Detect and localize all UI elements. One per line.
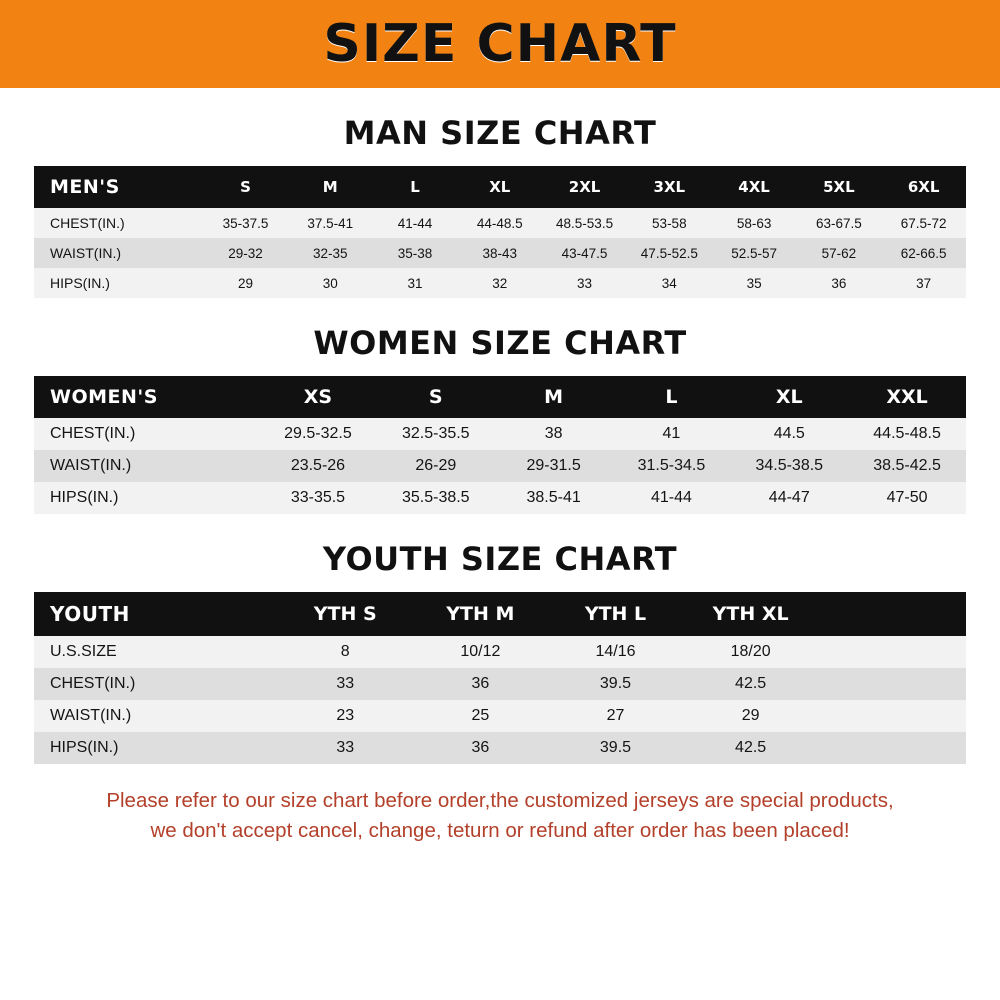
youth-row2-cell-0: 23 (278, 700, 413, 732)
youth-header-row (34, 592, 966, 636)
youth-row1-cell-0: 33 (278, 668, 413, 700)
women-header-cell-6: XXL (886, 386, 928, 408)
women-table-body (34, 418, 966, 514)
men-row1-label: WAIST(IN.) (34, 238, 203, 268)
women-header-cell-3: M (544, 386, 564, 408)
youth-row1-cell-2: 39.5 (548, 668, 683, 700)
table-row (34, 238, 966, 268)
page-banner (0, 0, 1000, 88)
men-row0-cell-5: 53-58 (627, 208, 712, 238)
men-row2-cell-6: 35 (712, 268, 797, 298)
men-row2-cell-0: 29 (203, 268, 288, 298)
youth-header-cell-4: YTH XL (712, 603, 789, 625)
women-row0-cell-1: 32.5-35.5 (377, 418, 495, 450)
footer-note-line-1: Please refer to our size chart before order,the customized jerseys are special products, (106, 789, 894, 812)
men-row0-cell-4: 48.5-53.5 (542, 208, 627, 238)
youth-row1-spacer (818, 668, 966, 700)
men-row2-cell-8: 37 (881, 268, 966, 298)
women-row0-cell-5: 44.5-48.5 (848, 418, 966, 450)
men-row1-cell-6: 52.5-57 (712, 238, 797, 268)
youth-table-wrap (0, 592, 1000, 764)
women-row1-label: WAIST(IN.) (34, 450, 259, 482)
men-section-title: MAN SIZE CHART (343, 114, 657, 152)
men-row1-cell-3: 38-43 (457, 238, 542, 268)
men-row1-cell-2: 35-38 (373, 238, 458, 268)
women-header-cell-5: XL (775, 386, 803, 408)
women-row0-cell-3: 41 (613, 418, 731, 450)
women-header-cell-0: WOMEN'S (50, 386, 158, 408)
youth-row3-cell-1: 36 (413, 732, 548, 764)
youth-size-table (34, 592, 966, 764)
youth-header-spacer (818, 592, 966, 636)
men-table-wrap (0, 166, 1000, 298)
men-row2-cell-3: 32 (457, 268, 542, 298)
youth-header-cell-1: YTH S (313, 603, 377, 625)
youth-row3-cell-2: 39.5 (548, 732, 683, 764)
men-header-cell-8: 5XL (823, 178, 855, 196)
women-row2-cell-0: 33-35.5 (259, 482, 377, 514)
footer-note-line-2: we don't accept cancel, change, teturn or refund after order has been placed! (150, 818, 850, 842)
table-row (34, 450, 966, 482)
youth-row1-cell-3: 42.5 (683, 668, 818, 700)
youth-row3-spacer (818, 732, 966, 764)
men-row1-cell-8: 62-66.5 (881, 238, 966, 268)
women-row0-cell-4: 44.5 (730, 418, 848, 450)
youth-row0-cell-3: 18/20 (683, 636, 818, 668)
youth-row3-cell-3: 42.5 (683, 732, 818, 764)
women-section-title: WOMEN SIZE CHART (313, 324, 687, 362)
men-row0-cell-1: 37.5-41 (288, 208, 373, 238)
women-row1-cell-0: 23.5-26 (259, 450, 377, 482)
youth-row2-cell-3: 29 (683, 700, 818, 732)
women-row1-cell-2: 29-31.5 (495, 450, 613, 482)
men-row1-cell-5: 47.5-52.5 (627, 238, 712, 268)
table-row (34, 208, 966, 238)
men-table-head (34, 166, 966, 208)
table-row (34, 732, 966, 764)
men-header-cell-9: 6XL (907, 178, 940, 196)
men-row0-cell-0: 35-37.5 (203, 208, 288, 238)
youth-section-title: YOUTH SIZE CHART (322, 540, 678, 578)
men-row1-cell-1: 32-35 (288, 238, 373, 268)
women-row1-cell-4: 34.5-38.5 (730, 450, 848, 482)
footer-note (0, 786, 1000, 845)
youth-row0-cell-2: 14/16 (548, 636, 683, 668)
men-header-cell-2: M (322, 178, 338, 196)
table-row (34, 668, 966, 700)
men-row2-cell-1: 30 (288, 268, 373, 298)
women-row2-cell-2: 38.5-41 (495, 482, 613, 514)
women-row1-cell-5: 38.5-42.5 (848, 450, 966, 482)
youth-row1-label: CHEST(IN.) (34, 668, 278, 700)
men-row0-label: CHEST(IN.) (34, 208, 203, 238)
women-table-head (34, 376, 966, 418)
men-row2-cell-4: 33 (542, 268, 627, 298)
youth-row0-spacer (818, 636, 966, 668)
women-row2-cell-5: 47-50 (848, 482, 966, 514)
men-row2-cell-5: 34 (627, 268, 712, 298)
women-row2-cell-4: 44-47 (730, 482, 848, 514)
youth-header-cell-3: YTH L (584, 603, 647, 625)
men-row1-cell-7: 57-62 (796, 238, 881, 268)
women-row2-label: HIPS(IN.) (34, 482, 259, 514)
table-row (34, 418, 966, 450)
page-title: SIZE CHART (323, 14, 677, 74)
women-table-wrap (0, 376, 1000, 514)
women-row0-cell-0: 29.5-32.5 (259, 418, 377, 450)
women-row0-label: CHEST(IN.) (34, 418, 259, 450)
table-row (34, 636, 966, 668)
women-row0-cell-2: 38 (495, 418, 613, 450)
women-header-row (34, 376, 966, 418)
youth-row2-cell-1: 25 (413, 700, 548, 732)
women-row1-cell-1: 26-29 (377, 450, 495, 482)
youth-row2-cell-2: 27 (548, 700, 683, 732)
youth-table-head (34, 592, 966, 636)
youth-row2-spacer (818, 700, 966, 732)
youth-row0-cell-1: 10/12 (413, 636, 548, 668)
men-row0-cell-2: 41-44 (373, 208, 458, 238)
men-table-body (34, 208, 966, 298)
youth-header-cell-2: YTH M (446, 603, 515, 625)
table-row (34, 700, 966, 732)
women-row2-cell-3: 41-44 (613, 482, 731, 514)
youth-header-cell-0: YOUTH (50, 602, 130, 626)
women-row2-cell-1: 35.5-38.5 (377, 482, 495, 514)
youth-row0-cell-0: 8 (278, 636, 413, 668)
men-header-cell-0: MEN'S (50, 176, 120, 198)
men-header-cell-7: 4XL (738, 178, 770, 196)
table-row (34, 268, 966, 298)
men-row0-cell-7: 63-67.5 (796, 208, 881, 238)
men-row0-cell-6: 58-63 (712, 208, 797, 238)
men-row0-cell-3: 44-48.5 (457, 208, 542, 238)
youth-row2-label: WAIST(IN.) (34, 700, 278, 732)
men-row2-cell-2: 31 (373, 268, 458, 298)
women-header-cell-4: L (665, 386, 678, 408)
women-size-table (34, 376, 966, 514)
youth-table-body (34, 636, 966, 764)
men-row1-cell-0: 29-32 (203, 238, 288, 268)
men-size-table (34, 166, 966, 298)
men-header-cell-1: S (240, 178, 251, 196)
men-header-cell-5: 2XL (568, 178, 601, 196)
youth-row1-cell-1: 36 (413, 668, 548, 700)
youth-row0-label: U.S.SIZE (34, 636, 278, 668)
men-header-cell-6: 3XL (653, 178, 686, 196)
men-row0-cell-8: 67.5-72 (881, 208, 966, 238)
women-header-cell-2: S (428, 386, 443, 408)
men-header-cell-4: XL (489, 178, 511, 196)
men-header-cell-3: L (410, 178, 420, 196)
women-row1-cell-3: 31.5-34.5 (613, 450, 731, 482)
women-header-cell-1: XS (303, 386, 333, 408)
men-header-row (34, 166, 966, 208)
men-row2-cell-7: 36 (796, 268, 881, 298)
youth-row3-label: HIPS(IN.) (34, 732, 278, 764)
men-row2-label: HIPS(IN.) (34, 268, 203, 298)
men-row1-cell-4: 43-47.5 (542, 238, 627, 268)
youth-row3-cell-0: 33 (278, 732, 413, 764)
table-row (34, 482, 966, 514)
